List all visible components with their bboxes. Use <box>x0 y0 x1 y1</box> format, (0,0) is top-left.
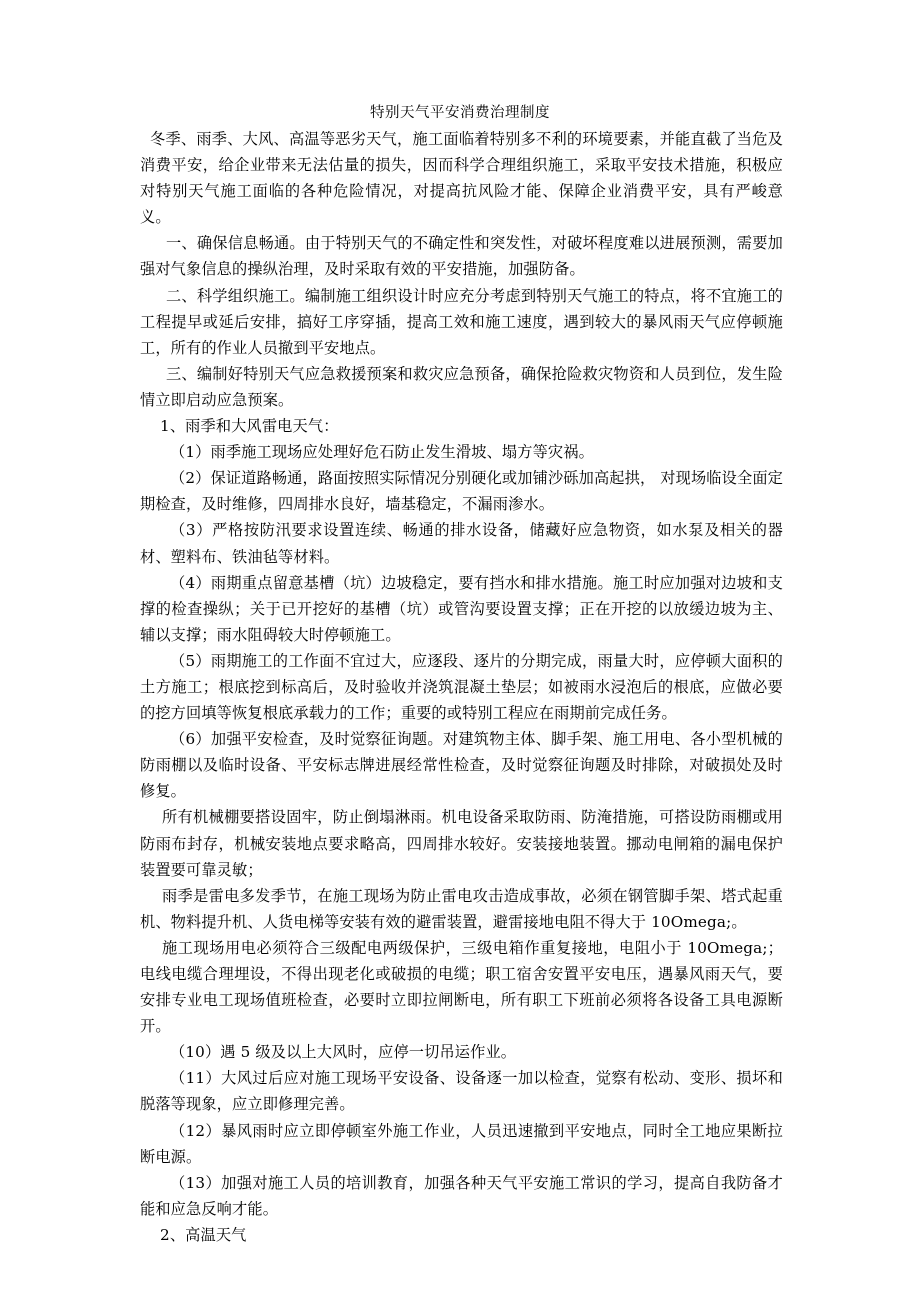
list-item-4: （4）雨期重点留意基槽（坑）边坡稳定，要有挡水和排水措施。施工时应加强对边坡和支撑的检查操纵；关于已开挖好的基槽（坑）或管沟要设置支撑；正在开挖的以放缓边坡为主、辅以支撑；雨水阻碍较大时停顿施工。 <box>140 573 783 644</box>
paragraph-section-1: 一、确保信息畅通。由于特别天气的不确定性和突发性，对破坏程度难以进展预测，需要加强对气象信息的操纵治理，及时采取有效的平安措施，加强防备。 <box>140 234 783 279</box>
document-body <box>140 126 783 1248</box>
paragraph-section-2: 二、科学组织施工。编制施工组织设计时应充分考虑到特别天气施工的特点，将不宜施工的工程提早或延后安排，搞好工序穿插，提高工效和施工速度，遇到较大的暴风雨天气应停顿施工，所有的作业人员撤到平安地点。 <box>140 286 783 357</box>
list-item-13: （13）加强对施工人员的培训教育，加强各种天气平安施工常识的学习，提高自我防备才能和应急反响才能。 <box>140 1173 783 1218</box>
paragraph-section-3: 三、编制好特别天气应急救援预案和救灾应急预备，确保抢险救灾物资和人员到位，发生险情立即启动应急预案。 <box>140 364 783 409</box>
list-item-10: （10）遇 5 级及以上大风时，应停一切吊运作业。 <box>170 1043 517 1062</box>
subheading-high-temperature: 2、高温天气 <box>160 1225 247 1244</box>
paragraph-electricity: 施工现场用电必须符合三级配电两级保护，三级电箱作重复接地，电阻小于 10Omega;；电线电缆合理埋设，不得出现老化或破损的电缆；职工宿舍安置平安电压，遇暴风雨天气，要安排专业电工现场值班检查，必要时立即拉闸断电，所有职工下班前必须将各设备工具电源断开。 <box>140 938 783 1036</box>
paragraph-intro: 冬季、雨季、大风、高温等恶劣天气，施工面临着特别多不利的环境要素，并能直截了当危及消费平安，给企业带来无法估量的损失，因而科学合理组织施工，采取平安技术措施，积极应对特别天气施工面临的各种危险情况，对提高抗风险才能、保障企业消费平安，具有严峻意义。 <box>140 130 783 227</box>
list-item-6: （6）加强平安检查，及时觉察征询题。对建筑物主体、脚手架、施工用电、各小型机械的防雨棚以及临时设备、平安标志牌进展经常性检查，及时觉察征询题及时排除，对破损处及时修复。 <box>140 730 783 801</box>
paragraph-machinery: 所有机械棚要搭设固牢，防止倒塌淋雨。机电设备采取防雨、防淹措施，可搭设防雨棚或用防雨布封存，机械安装地点要求略高，四周排水较好。安装接地装置。挪动电闸箱的漏电保护装置要可靠灵敏； <box>140 808 783 879</box>
list-item-12: （12）暴风雨时应立即停顿室外施工作业，人员迅速撤到平安地点，同时全工地应果断拉断电源。 <box>140 1121 783 1166</box>
list-item-5: （5）雨期施工的工作面不宜过大，应逐段、逐片的分期完成，雨量大时，应停顿大面积的土方施工；根底挖到标高后，及时验收并浇筑混凝土垫层；如被雨水浸泡后的根底，应做必要的挖方回填等恢复根底承载力的工作；重要的或特别工程应在雨期前完成任务。 <box>140 651 783 723</box>
list-item-11: （11）大风过后应对施工现场平安设备、设备逐一加以检查，觉察有松动、变形、损坏和脱落等现象，应立即修理完善。 <box>140 1069 783 1114</box>
list-item-2: （2）保证道路畅通，路面按照实际情况分别硬化或加铺沙砾加高起拱， 对现场临设全面定期检查，及时维修，四周排水良好，墙基稳定，不漏雨渗水。 <box>140 469 783 514</box>
list-item-1: （1）雨季施工现场应处理好危石防止发生滑坡、塌方等灾祸。 <box>170 443 594 462</box>
document-title: 特别天气平安消费治理制度 <box>370 105 550 121</box>
subheading-rain-wind: 1、雨季和大风雷电天气： <box>160 417 339 436</box>
paragraph-lightning: 雨季是雷电多发季节，在施工现场为防止雷电攻击造成事故，必须在钢管脚手架、塔式起重机、物料提升机、人货电梯等安装有效的避雷装置，避雷接地电阻不得大于 10Omega;。 <box>140 886 783 931</box>
list-item-3: （3）严格按防汛要求设置连续、畅通的排水设备，储藏好应急物资，如水泵及相关的器材、塑料布、铁油毡等材料。 <box>140 521 783 566</box>
